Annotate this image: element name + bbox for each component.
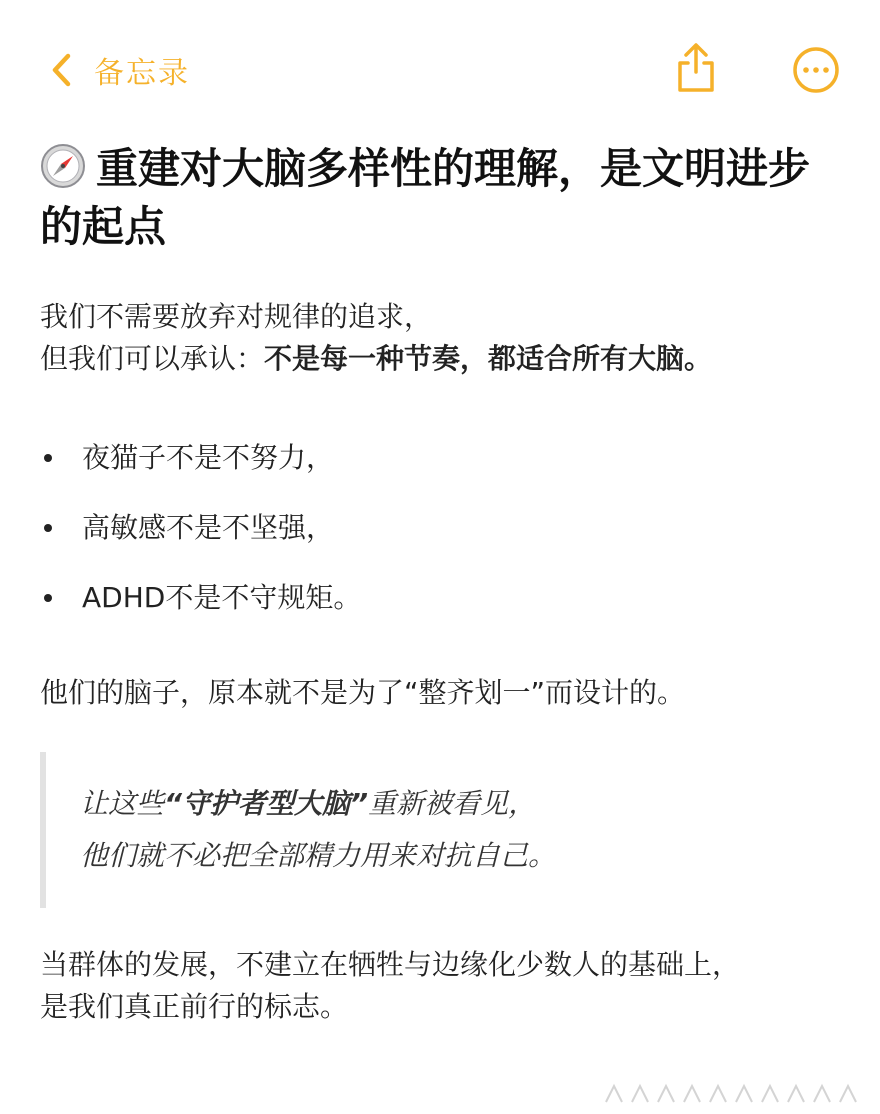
conclusion-paragraph (40, 944, 840, 1028)
bullet-item (40, 578, 840, 648)
intro-line-2-prefix: 但我们可以承认： (40, 342, 265, 375)
intro-line-2 (40, 338, 840, 380)
bullet-text: 高敏感不是不坚强， (82, 511, 335, 544)
navigation-bar (0, 0, 880, 130)
conclusion-line-2: 是我们真正前行的标志。 (40, 990, 349, 1023)
conclusion-line-1: 当群体的发展，不建立在牺牲与边缘化少数人的基础上， (40, 948, 741, 981)
quote-line-2: 他们就不必把全部精力用来对抗自己。 (80, 839, 557, 872)
bullet-dot (44, 524, 52, 532)
intro-paragraph (40, 296, 840, 380)
bullet-item (40, 438, 840, 508)
bullet-text: 夜猫子不是不努力， (82, 441, 335, 474)
bullet-text: ADHD不是不守规矩。 (82, 581, 362, 614)
more-icon (792, 46, 840, 94)
quote-line-1 (46, 778, 846, 830)
back-button[interactable] (50, 50, 190, 90)
intro-line-2-bold: 不是每一种节奏，都适合所有大脑。 (264, 342, 713, 375)
share-icon (674, 42, 718, 94)
intro-line-1: 我们不需要放弃对规律的追求， (40, 300, 433, 333)
paragraph-brains: 他们的脑子，原本就不是为了“整齐划一”而设计的。 (40, 676, 686, 709)
watermark (602, 1082, 868, 1106)
share-button[interactable] (674, 42, 718, 94)
note-title-text: 重建对大脑多样性的理解，是文明进步的起点 (40, 144, 811, 251)
block-quote (40, 752, 846, 908)
quote-line-1-suffix: 重新被看见， (368, 787, 537, 820)
quote-line-1-bold: “守护者型大脑” (164, 787, 369, 820)
bullet-dot (44, 454, 52, 462)
bullet-item (40, 508, 840, 578)
back-label: 备忘录 (94, 56, 190, 91)
note-title (40, 140, 840, 256)
quote-line-1-prefix: 让这些 (80, 787, 165, 820)
compass-icon (40, 143, 86, 189)
bullet-dot (44, 594, 52, 602)
more-button[interactable] (792, 46, 840, 94)
chevron-left-icon (50, 50, 82, 90)
bullet-list (40, 438, 840, 648)
